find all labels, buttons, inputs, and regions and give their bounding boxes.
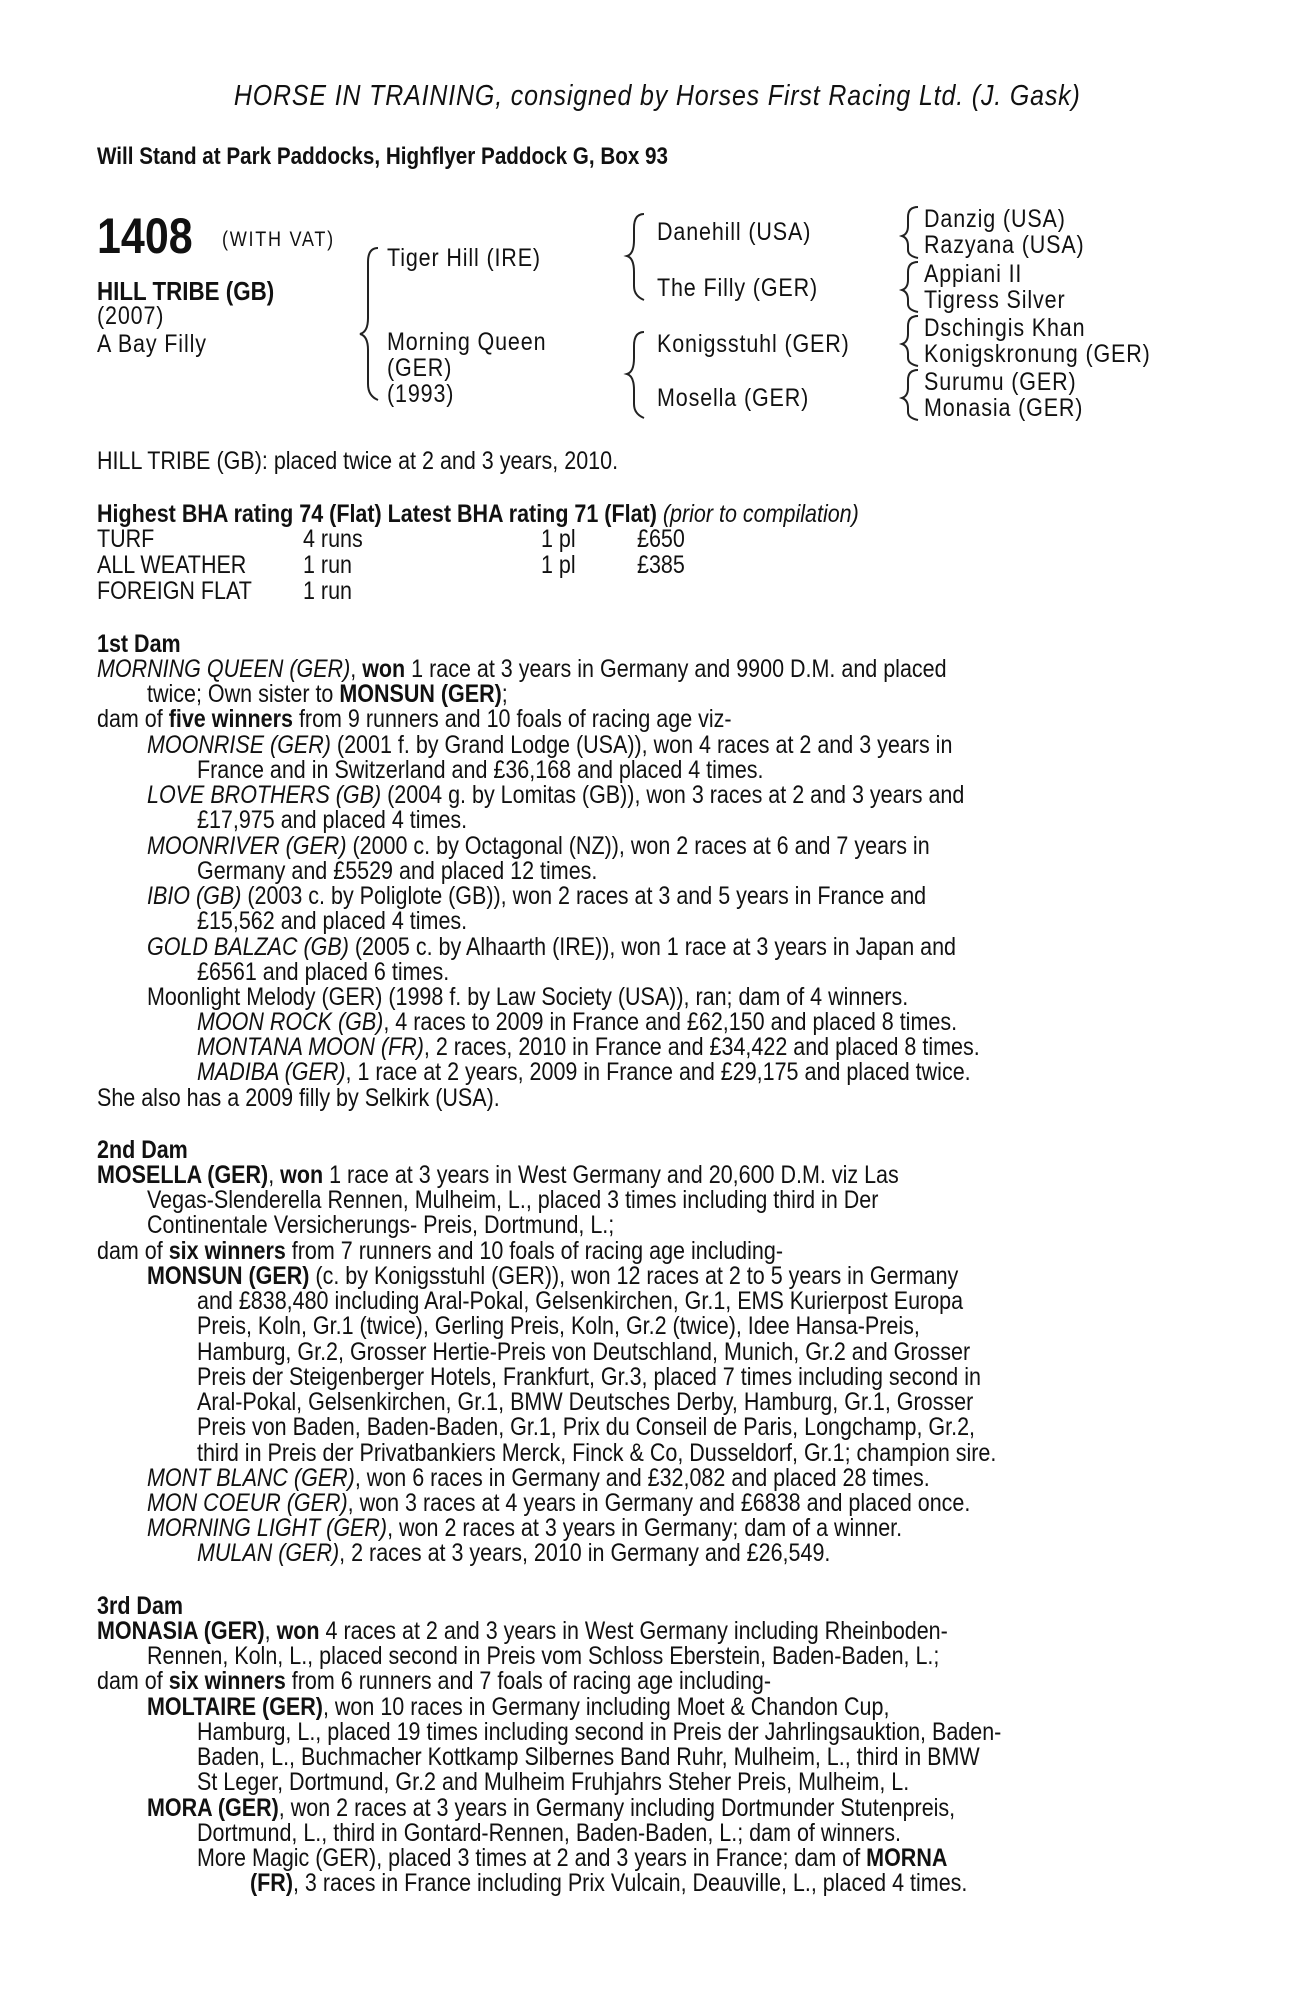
progeny-entry: MOONRIVER (GER) (2000 c. by Octagonal (NZ)), won 2 races at 6 and 7 years in [147, 832, 930, 860]
progeny-entry: Aral-Pokal, Gelsenkirchen, Gr.1, BMW Deutsches Derby, Hamburg, Gr.1, Grosser [197, 1388, 974, 1416]
grand-progeny-entry: MULAN (GER), 2 races at 3 years, 2010 in Germany and £26,549. [197, 1539, 831, 1567]
progeny-entry: More Magic (GER), placed 3 times at 2 and 3 years in France; dam of MORNA [197, 1844, 948, 1872]
sd-sire: Appiani II [924, 260, 1023, 288]
progeny-entry: MORNING LIGHT (GER), won 2 races at 3 years in Germany; dam of a winner. [147, 1514, 903, 1542]
sire-sire: Danehill (USA) [657, 218, 812, 246]
ss-sire: Danzig (USA) [924, 205, 1066, 233]
grand-progeny-entry: MADIBA (GER), 1 race at 2 years, 2009 in France and £29,175 and placed twice. [197, 1058, 971, 1086]
progeny-entry: Dortmund, L., third in Gontard-Rennen, Baden-Baden, L.; dam of winners. [197, 1819, 901, 1847]
progeny-entry: Germany and £5529 and placed 12 times. [197, 857, 598, 885]
progeny-entry: MORA (GER), won 2 races at 3 years in Germany including Dortmunder Stutenpreis, [147, 1794, 956, 1822]
page-header: HORSE IN TRAINING, consigned by Horses First Racing Ltd. (J. Gask) [233, 80, 1081, 112]
second-dam-heading: 2nd Dam [97, 1136, 188, 1164]
progeny-entry: Baden, L., Buchmacher Kottkamp Silbernes Band Ruhr, Mulheim, L., third in BMW [197, 1743, 980, 1771]
dam-line-3: (1993) [387, 380, 455, 408]
progeny-entry: GOLD BALZAC (GB) (2005 c. by Alhaarth (IRE)), won 1 race at 3 years in Japan and [147, 933, 957, 961]
sire: Tiger Hill (IRE) [387, 244, 541, 272]
ss-dam: Razyana (USA) [924, 231, 1085, 259]
first-dam-line: dam of five winners from 9 runners and 10 foals of racing age viz- [97, 705, 732, 733]
first-dam-heading: 1st Dam [97, 630, 181, 658]
progeny-entry: Preis, Koln, Gr.1 (twice), Gerling Preis, Koln, Gr.2 (twice), Idee Hansa-Preis, [197, 1312, 920, 1340]
third-dam-heading: 3rd Dam [97, 1592, 184, 1620]
stats-row: FOREIGN FLAT [97, 577, 252, 605]
progeny-entry: France and in Switzerland and £36,168 and placed 4 times. [197, 756, 764, 784]
stats-placed: 1 pl [541, 525, 576, 553]
progeny-entry: MON COEUR (GER), won 3 races at 4 years in Germany and £6838 and placed once. [147, 1489, 971, 1517]
stats-amount: £650 [637, 525, 685, 553]
sire-dam: The Filly (GER) [657, 274, 819, 302]
first-dam-line: twice; Own sister to MONSUN (GER); [147, 680, 508, 708]
grand-progeny-entry: MONTANA MOON (FR), 2 races, 2010 in France and £34,422 and placed 8 times. [197, 1033, 980, 1061]
progeny-entry: £17,975 and placed 4 times. [197, 806, 468, 834]
first-dam-note: She also has a 2009 filly by Selkirk (USA). [97, 1084, 500, 1112]
dam-line-2: (GER) [387, 354, 453, 382]
progeny-entry: Preis von Baden, Baden-Baden, Gr.1, Prix du Conseil de Paris, Longchamp, Gr.2, [197, 1413, 976, 1441]
progeny-entry: MONSUN (GER) (c. by Konigsstuhl (GER)), won 12 races at 2 to 5 years in Germany [147, 1262, 959, 1290]
bha-rating: Highest BHA rating 74 (Flat) Latest BHA rating 71 (Flat) (prior to compilation) [97, 500, 859, 528]
stats-placed: 1 pl [541, 551, 576, 579]
progeny-entry: (FR), 3 races in France including Prix Vulcain, Deauville, L., placed 4 times. [250, 1869, 968, 1897]
second-dam-line: Vegas-Slenderella Rennen, Mulheim, L., placed 3 times including third in Der [147, 1186, 879, 1214]
second-dam-line: MOSELLA (GER), won 1 race at 3 years in West Germany and 20,600 D.M. viz Las [97, 1161, 899, 1189]
second-dam-line: Continentale Versicherungs- Preis, Dortmund, L.; [147, 1211, 615, 1239]
stats-amount: £385 [637, 551, 685, 579]
progeny-entry: St Leger, Dortmund, Gr.2 and Mulheim Fruhjahrs Steher Preis, Mulheim, L. [197, 1768, 910, 1796]
dam-sire: Konigsstuhl (GER) [657, 330, 850, 358]
progeny-entry: MOLTAIRE (GER), won 10 races in Germany including Moet & Chandon Cup, [147, 1693, 890, 1721]
ds-sire: Dschingis Khan [924, 314, 1086, 342]
grand-progeny-entry: MOON ROCK (GB), 4 races to 2009 in France and £62,150 and placed 8 times. [197, 1008, 958, 1036]
progeny-entry: IBIO (GB) (2003 c. by Poliglote (GB)), won 2 races at 3 and 5 years in France and [147, 882, 927, 910]
stand-location: Will Stand at Park Paddocks, Highflyer Paddock G, Box 93 [97, 143, 669, 170]
race-summary: HILL TRIBE (GB): placed twice at 2 and 3 years, 2010. [97, 447, 619, 475]
sd-dam: Tigress Silver [924, 286, 1066, 314]
second-dam-line: dam of six winners from 7 runners and 10 foals of racing age including- [97, 1237, 783, 1265]
progeny-entry: Moonlight Melody (GER) (1998 f. by Law Society (USA)), ran; dam of 4 winners. [147, 983, 909, 1011]
lot-number: 1408 [97, 208, 193, 264]
stats-runs: 1 run [303, 577, 353, 605]
progeny-entry: LOVE BROTHERS (GB) (2004 g. by Lomitas (GB)), won 3 races at 2 and 3 years and [147, 781, 965, 809]
dd-dam: Monasia (GER) [924, 394, 1084, 422]
progeny-entry: £15,562 and placed 4 times. [197, 907, 468, 935]
vat-note: (WITH VAT) [222, 228, 335, 251]
dd-sire: Surumu (GER) [924, 368, 1077, 396]
stats-row: ALL WEATHER [97, 551, 247, 579]
horse-description: A Bay Filly [97, 330, 207, 358]
ds-dam: Konigskronung (GER) [924, 340, 1151, 368]
third-dam-line: Rennen, Koln, L., placed second in Preis vom Schloss Eberstein, Baden-Baden, L.; [147, 1642, 940, 1670]
dam-dam: Mosella (GER) [657, 384, 810, 412]
stats-runs: 1 run [303, 551, 353, 579]
progeny-entry: Hamburg, L., placed 19 times including second in Preis der Jahrlingsauktion, Baden- [197, 1718, 1002, 1746]
horse-name: HILL TRIBE (GB) [97, 276, 275, 306]
progeny-entry: Preis der Steigenberger Hotels, Frankfurt, Gr.3, placed 7 times including second in [197, 1363, 981, 1391]
dam-line-1: Morning Queen [387, 328, 547, 356]
progeny-entry: MOONRISE (GER) (2001 f. by Grand Lodge (USA)), won 4 races at 2 and 3 years in [147, 731, 953, 759]
progeny-entry: Hamburg, Gr.2, Grosser Hertie-Preis von Deutschland, Munich, Gr.2 and Grosser [197, 1338, 971, 1366]
stats-runs: 4 runs [303, 525, 363, 553]
progeny-entry: third in Preis der Privatbankiers Merck, Finck & Co, Dusseldorf, Gr.1; champion sire. [197, 1439, 997, 1467]
progeny-entry: £6561 and placed 6 times. [197, 958, 450, 986]
progeny-entry: MONT BLANC (GER), won 6 races in Germany and £32,082 and placed 28 times. [147, 1464, 930, 1492]
progeny-entry: and £838,480 including Aral-Pokal, Gelsenkirchen, Gr.1, EMS Kurierpost Europa [197, 1287, 964, 1315]
foaling-year: (2007) [97, 302, 165, 330]
first-dam-line: MORNING QUEEN (GER), won 1 race at 3 years in Germany and 9900 D.M. and placed [97, 655, 947, 683]
third-dam-line: MONASIA (GER), won 4 races at 2 and 3 years in West Germany including Rheinboden- [97, 1617, 948, 1645]
stats-row: TURF [97, 525, 155, 553]
third-dam-line: dam of six winners from 6 runners and 7 foals of racing age including- [97, 1667, 772, 1695]
